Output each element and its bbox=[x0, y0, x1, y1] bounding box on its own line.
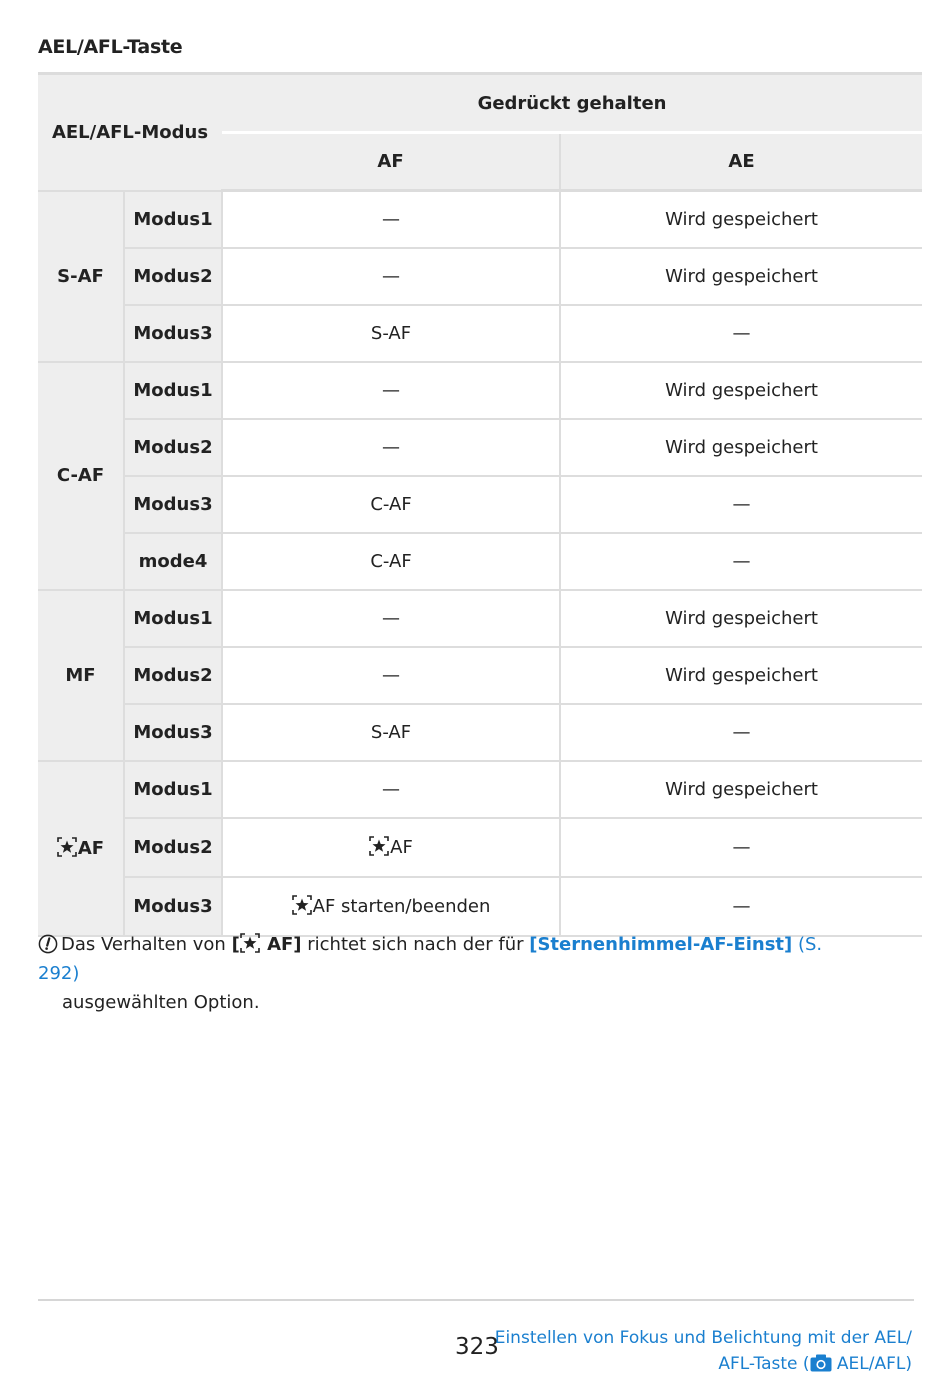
page-ref-link[interactable]: (S. 292) bbox=[38, 934, 823, 984]
table-row bbox=[38, 248, 922, 305]
mode-label bbox=[124, 704, 222, 761]
af-value: — bbox=[382, 265, 401, 287]
mode-label bbox=[124, 590, 222, 647]
table-row bbox=[38, 476, 922, 533]
held-header bbox=[222, 74, 922, 133]
mode-label bbox=[124, 476, 222, 533]
starry-sky-af-icon bbox=[240, 933, 260, 953]
note-text-after: ausgewählten Option. bbox=[62, 992, 260, 1013]
mode-label bbox=[124, 533, 222, 590]
af-value: — bbox=[382, 208, 401, 230]
ae-value: — bbox=[732, 322, 751, 344]
af-cell bbox=[222, 248, 560, 305]
table-row bbox=[38, 761, 922, 818]
mode-label bbox=[124, 647, 222, 704]
ae-value: Wird gespeichert bbox=[665, 664, 818, 686]
chapter-link-line2 bbox=[495, 1351, 912, 1377]
starry-sky-af-icon bbox=[57, 837, 77, 857]
ae-cell bbox=[560, 647, 922, 704]
chapter-link-line2-end: AEL/AFL) bbox=[831, 1354, 912, 1374]
af-cell bbox=[222, 877, 560, 936]
ae-cell bbox=[560, 704, 922, 761]
af-cell bbox=[222, 761, 560, 818]
table-row bbox=[38, 704, 922, 761]
mode-label-text: Modus1 bbox=[133, 208, 213, 230]
starry-sky-af-icon bbox=[292, 895, 312, 915]
group-label-text: MF bbox=[65, 664, 96, 686]
af-value: C-AF bbox=[370, 493, 412, 515]
table-row bbox=[38, 305, 922, 362]
mode-label-text: Modus2 bbox=[133, 836, 213, 858]
table-row bbox=[38, 191, 922, 248]
camera-icon bbox=[810, 1354, 832, 1372]
mode-label-text: Modus1 bbox=[133, 778, 213, 800]
page-number: 323 bbox=[455, 1334, 499, 1360]
table-row bbox=[38, 590, 922, 647]
ae-cell bbox=[560, 305, 922, 362]
group-label-text: C-AF bbox=[56, 465, 105, 486]
mode-label bbox=[124, 818, 222, 877]
mode-label bbox=[124, 362, 222, 419]
footer-divider bbox=[38, 1299, 914, 1301]
table-row bbox=[38, 818, 922, 877]
ae-cell bbox=[560, 818, 922, 877]
ae-value: — bbox=[732, 721, 751, 743]
af-cell bbox=[222, 533, 560, 590]
group-label bbox=[38, 761, 124, 936]
af-cell bbox=[222, 305, 560, 362]
mode-label-text: Modus1 bbox=[133, 379, 213, 401]
mode-label bbox=[124, 305, 222, 362]
af-cell bbox=[222, 647, 560, 704]
af-cell bbox=[222, 818, 560, 877]
table-row bbox=[38, 877, 922, 936]
col-header-ae-label: AE bbox=[728, 151, 755, 172]
ae-cell bbox=[560, 419, 922, 476]
note-text-middle: richtet sich nach der für bbox=[301, 934, 530, 955]
mode-label bbox=[124, 191, 222, 248]
mode-label-text: Modus2 bbox=[133, 265, 213, 287]
note-af-label: AF] bbox=[260, 934, 302, 955]
af-value: — bbox=[382, 778, 401, 800]
mode-label-text: Modus2 bbox=[133, 436, 213, 458]
ae-cell bbox=[560, 533, 922, 590]
af-value: AF starten/beenden bbox=[312, 896, 491, 917]
af-value: AF bbox=[390, 837, 413, 858]
ae-cell bbox=[560, 191, 922, 248]
mode-header bbox=[38, 74, 222, 191]
col-header-af bbox=[222, 133, 560, 191]
af-cell bbox=[222, 476, 560, 533]
ael-afl-mode-table bbox=[38, 72, 922, 937]
mode-label-text: Modus3 bbox=[133, 895, 213, 917]
mode-label-text: Modus2 bbox=[133, 664, 213, 686]
af-value: — bbox=[382, 664, 401, 686]
mode-label-text: Modus3 bbox=[133, 493, 213, 515]
starry-sky-af-icon bbox=[369, 836, 389, 856]
section-title: AEL/AFL-Taste bbox=[38, 36, 183, 58]
mode-label bbox=[124, 877, 222, 936]
col-header-af-label: AF bbox=[377, 151, 404, 172]
mode-label-text: mode4 bbox=[138, 550, 208, 572]
ae-value: Wird gespeichert bbox=[665, 607, 818, 629]
col-header-ae bbox=[560, 133, 922, 191]
af-value: — bbox=[382, 379, 401, 401]
ae-value: Wird gespeichert bbox=[665, 265, 818, 287]
table-row bbox=[38, 647, 922, 704]
af-cell bbox=[222, 704, 560, 761]
note-af-ref bbox=[232, 934, 302, 955]
chapter-link-line2-start: AFL-Taste ( bbox=[718, 1354, 810, 1374]
ae-cell bbox=[560, 761, 922, 818]
table-row bbox=[38, 362, 922, 419]
mode-header-label: AEL/AFL-Modus bbox=[51, 121, 209, 143]
af-value: — bbox=[382, 607, 401, 629]
note-text-before: Das Verhalten von bbox=[61, 934, 232, 955]
ae-cell bbox=[560, 248, 922, 305]
af-cell bbox=[222, 362, 560, 419]
ae-value: — bbox=[732, 493, 751, 515]
group-label bbox=[38, 590, 124, 761]
mode-label bbox=[124, 248, 222, 305]
mode-label-text: Modus3 bbox=[133, 721, 213, 743]
af-value: S-AF bbox=[370, 721, 412, 743]
ae-cell bbox=[560, 590, 922, 647]
table-row bbox=[38, 419, 922, 476]
ae-value: Wird gespeichert bbox=[665, 208, 818, 230]
note-bracket: [ bbox=[231, 934, 240, 955]
held-header-label: Gedrückt gehalten bbox=[477, 92, 667, 114]
ae-value: — bbox=[732, 895, 751, 917]
mode-label-text: Modus3 bbox=[133, 322, 213, 344]
af-cell bbox=[222, 191, 560, 248]
ae-cell bbox=[560, 476, 922, 533]
af-value: S-AF bbox=[370, 322, 412, 344]
group-label-text: AF bbox=[77, 838, 105, 859]
group-label bbox=[38, 362, 124, 590]
chapter-link[interactable] bbox=[495, 1325, 912, 1377]
ae-value: Wird gespeichert bbox=[665, 436, 818, 458]
note bbox=[38, 930, 858, 1017]
group-label-text: S-AF bbox=[57, 265, 104, 287]
ae-cell bbox=[560, 877, 922, 936]
ae-value: Wird gespeichert bbox=[665, 778, 818, 800]
group-label bbox=[38, 191, 124, 362]
ae-value: Wird gespeichert bbox=[665, 379, 818, 401]
mode-label-text: Modus1 bbox=[133, 607, 213, 629]
ae-value: — bbox=[732, 550, 751, 572]
af-value: C-AF bbox=[370, 550, 412, 572]
mode-label bbox=[124, 761, 222, 818]
chapter-link-line1: Einstellen von Fokus und Belichtung mit der AEL/ bbox=[494, 1328, 912, 1348]
table-row bbox=[38, 533, 922, 590]
af-cell bbox=[222, 419, 560, 476]
ae-cell bbox=[560, 362, 922, 419]
af-cell bbox=[222, 590, 560, 647]
caution-icon bbox=[38, 934, 58, 954]
af-value: — bbox=[382, 436, 401, 458]
ae-value: — bbox=[732, 836, 751, 858]
mode-label bbox=[124, 419, 222, 476]
starry-sky-af-link[interactable]: [Sternenhimmel-AF-Einst] bbox=[529, 934, 793, 955]
